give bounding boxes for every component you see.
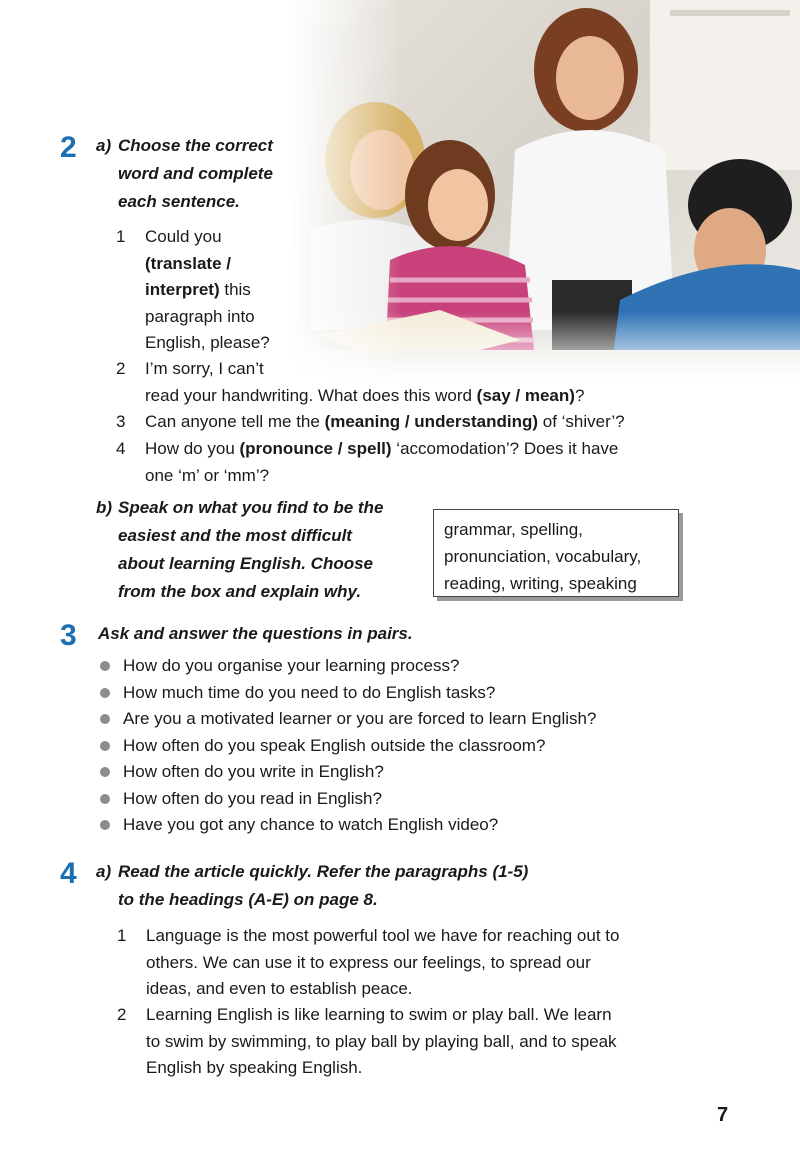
item-line	[145, 383, 584, 410]
bullet-icon	[100, 767, 110, 777]
item-text: Can anyone tell me the	[145, 412, 325, 431]
bullet-icon	[100, 820, 110, 830]
exercise-instruction	[96, 858, 656, 914]
paragraph-number: 2	[117, 1005, 127, 1024]
answer-choice: interpret)	[145, 280, 220, 299]
photo-fade-overlay	[290, 0, 800, 380]
instruction-label: a)	[96, 136, 112, 155]
word-box-line: grammar, spelling,	[444, 520, 583, 539]
item-text: this	[219, 280, 251, 299]
item-line	[145, 224, 222, 251]
question-text: How often do you read in English?	[123, 788, 382, 808]
question-item	[100, 706, 700, 733]
item-line	[145, 304, 255, 331]
item-number: 4	[116, 439, 126, 458]
paragraph-line: Learning English is like learning to swim or play ball. We learn	[146, 1005, 612, 1024]
instruction-line: easiest and the most difficult	[118, 526, 352, 545]
answer-choice: (meaning / understanding)	[324, 412, 539, 431]
exercise-instruction	[96, 494, 436, 606]
bullet-icon	[100, 741, 110, 751]
item-line	[145, 463, 269, 490]
question-item	[100, 786, 700, 813]
instruction-line: about learning English. Choose	[118, 554, 374, 573]
question-item	[100, 653, 700, 680]
instruction-line: Choose the correct	[118, 136, 273, 155]
answer-choice: (translate /	[145, 253, 231, 273]
question-text: How often do you speak English outside the classroom?	[123, 735, 546, 755]
exercise-number: 3	[60, 619, 77, 652]
paragraph-line: to swim by swimming, to play ball by playing ball, and to speak	[146, 1031, 617, 1051]
item-number: 1	[116, 227, 126, 246]
item-text: read your handwriting. What does this word	[145, 385, 477, 405]
instruction-line: from the box and explain why.	[118, 582, 362, 601]
paragraph-line: Language is the most powerful tool we have for reaching out to	[146, 926, 620, 945]
exercise-number: 4	[60, 857, 77, 890]
bullet-icon	[100, 794, 110, 804]
instruction-line: word and complete	[118, 164, 273, 183]
word-box	[433, 509, 679, 597]
item-line	[145, 330, 270, 357]
item-line	[145, 409, 625, 436]
instruction-label: b)	[96, 498, 113, 517]
question-text: Have you got any chance to watch English video?	[123, 815, 499, 834]
exercise-number: 2	[60, 131, 77, 164]
item-text: How do you	[145, 439, 240, 458]
item-line	[145, 251, 231, 278]
question-text: How often do you write in English?	[123, 762, 384, 781]
question-text: How do you organise your learning process?	[123, 656, 460, 675]
question-text: How much time do you need to do English tasks?	[123, 682, 496, 702]
page-number: 7	[717, 1104, 729, 1126]
exercise-instruction	[96, 132, 316, 216]
item-text: English, please?	[145, 333, 270, 352]
students-photo	[290, 0, 800, 380]
question-item	[100, 733, 700, 760]
item-text: of ‘shiver’?	[538, 412, 625, 431]
answer-choice: (pronounce / spell)	[239, 439, 392, 458]
item-text: Could you	[145, 227, 222, 246]
paragraph-line: ideas, and even to establish peace.	[146, 979, 413, 998]
question-list	[100, 653, 700, 839]
item-line	[145, 277, 251, 304]
instruction-label: a)	[96, 862, 112, 881]
paragraph-line: others. We can use it to express our feelings, to spread our	[146, 952, 591, 972]
item-line	[145, 356, 264, 383]
item-text: ‘accomodation’? Does it have	[391, 439, 619, 458]
question-item	[100, 759, 700, 786]
item-text: I’m sorry, I can’t	[145, 359, 264, 378]
instruction-line: to the headings (A-E) on page 8.	[118, 890, 378, 909]
bullet-icon	[100, 688, 110, 698]
question-text: Are you a motivated learner or you are forced to learn English?	[123, 709, 597, 728]
item-text: one ‘m’ or ‘mm’?	[145, 465, 270, 485]
instruction-line: Speak on what you find to be the	[118, 498, 384, 517]
bullet-icon	[100, 661, 110, 671]
word-box-line: pronunciation, vocabulary,	[444, 547, 642, 566]
paragraph-line: English by speaking English.	[146, 1058, 363, 1077]
question-item	[100, 812, 700, 839]
question-item	[100, 680, 700, 707]
instruction-line: Read the article quickly. Refer the paragraphs (1-5)	[118, 862, 529, 881]
exercise-instruction: Ask and answer the questions in pairs.	[98, 624, 413, 643]
paragraph-number: 1	[117, 926, 127, 945]
word-box-line: reading, writing, speaking	[444, 574, 637, 593]
answer-choice: (say / mean)	[476, 385, 575, 405]
item-text: ?	[574, 385, 585, 405]
item-line	[145, 436, 618, 463]
item-number: 2	[116, 359, 126, 378]
instruction-line: each sentence.	[118, 192, 240, 211]
item-number: 3	[116, 412, 126, 431]
bullet-icon	[100, 714, 110, 724]
item-text: paragraph into	[145, 306, 255, 326]
